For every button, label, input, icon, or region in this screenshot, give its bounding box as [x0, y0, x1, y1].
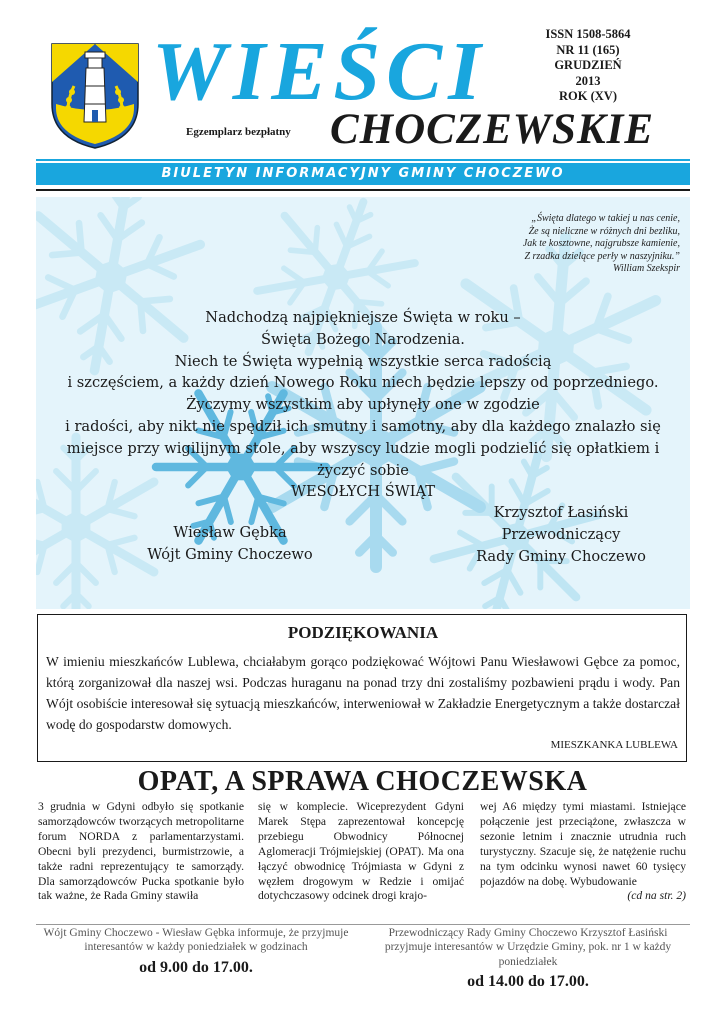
greeting-line: i radości, aby nikt nie spędził ich smutny i samotny, aby dla każdego znalazło się [65, 417, 661, 435]
greeting-line: miejsce przy wigilijnym stole, aby wszyscy ludzie mogli podzielić się opłatkiem i [66, 439, 660, 457]
newspaper-subtitle: CHOCZEWSKIE [330, 106, 655, 153]
christmas-greeting-panel [36, 197, 690, 609]
signer-role: Wójt Gminy Choczewo [147, 546, 313, 563]
greeting-line: Niech te Święta wypełnią wszystkie serca radością [174, 352, 552, 370]
bulletin-banner: BIULETYN INFORMACYJNY GMINY CHOCZEWO [36, 163, 690, 185]
divider [36, 159, 690, 161]
lighthouse-crest-icon [50, 42, 140, 150]
office-hours-time: od 9.00 do 17.00. [139, 958, 253, 976]
greeting-line: Nadchodzą najpiękniejsze Święta w roku – [205, 309, 521, 326]
thanks-body: W imieniu mieszkańców Lublewa, chciałabym gorąco podziękować Wójtowi Panu Wiesławowi Gębce za pomoc, którą zorganizował dla naszej wsi. Podczas huraganu na ponad trzy dni zostaliśmy pozbawieni prądu i wody. Pan Wójt osobiście interesował się sytuacją mieszkańców, interweniował w Zakładzie Energetycznym a także dostarczał wodę do gospodarstw domowych. [46, 654, 680, 732]
divider [36, 924, 690, 925]
issue-volume: ROK (XV) [559, 89, 617, 103]
quote-line: „Święta dlatego w takiej u nas cenie, [531, 213, 680, 224]
greeting-line: życzyć sobie [317, 461, 409, 479]
free-copy-label: Egzemplarz bezpłatny [186, 126, 291, 138]
thanks-box [37, 614, 687, 762]
article-column: 3 grudnia w Gdyni odbyło się spotkanie samorządowców tworzących metropolitarne forum NORDA z parlamentarzystami. Obecni byli prezydenci, burmistrzowie, a także radni reprezentujący te samorządy. Dla samorządowców Pucka spotkanie było tak ważne, że Rada Gminy stawiła [38, 800, 244, 903]
article-title: OPAT, A SPRAWA CHOCZEWSKA [137, 766, 588, 797]
greeting-line: Życzymy wszystkim aby upłynęły one w zgodzie [186, 396, 540, 414]
article-column [480, 800, 686, 904]
quote-line: Że są nieliczne w różnych dni bezliku, [528, 225, 680, 237]
continued-link[interactable]: (cd na str. 2) [627, 889, 686, 903]
shakespeare-quote [380, 213, 680, 276]
article-column: się w komplecie. Wiceprezydent Gdyni Marek Stępa zaprezentował koncepcję przebiegu Obwodnicy Północnej Aglomeracji Trójmiejskiej (OPAT). Ma ona łączyć obwodnicę Trójmiasta w Gdyni z węzłem drogowym w Redzie i omijać dotychczasowy odcinek drogi krajo- [258, 800, 464, 903]
council-chair-office-hours [368, 926, 688, 995]
greeting-line: WESOŁYCH ŚWIĄT [290, 483, 436, 501]
mayor-office-hours [36, 926, 356, 981]
quote-line: Jak te kosztowne, najgrubsze kamienie, [522, 238, 680, 250]
office-hours-time: od 14.00 do 17.00. [467, 973, 589, 991]
office-hours-text: Przewodniczący Rady Gminy Choczewo Krzysztof Łasiński przyjmuje interesantów w Urzędzie Gminy, pok. nr 1 w każdy poniedziałek [384, 927, 672, 968]
thanks-title: PODZIĘKOWANIA [287, 623, 439, 642]
thanks-signature: MIESZKANKA LUBLEWA [550, 739, 678, 751]
issue-info [530, 27, 646, 105]
greeting-line: i szczęściem, a każdy dzień Nowego Roku niech będzie lepszy od poprzedniego. [67, 374, 659, 392]
newspaper-title: WIEŚCI [152, 25, 487, 118]
signature-mayor [100, 522, 360, 566]
issue-month: GRUDZIEŃ [554, 58, 622, 72]
issue-number: NR 11 (165) [556, 42, 620, 57]
article-column-text: wej A6 między tymi miastami. Istniejące połączenie jest przeciążone, zwłaszcza w sezonie letnim i znacznie utrudnia ruch turystyczny. Szacuje się, że natężenie ruchu na tym odcinku wynosi nawet 60 tysięcy pojazdów na dobę. Wybudowanie [480, 800, 686, 888]
quote-line: Z rzadka dzielące perły w naszyjniku.” [524, 250, 680, 262]
signer-body: Rady Gminy Choczewo [476, 548, 646, 565]
signature-council-chair [431, 502, 690, 568]
signer-name: Wiesław Gębka [173, 524, 287, 541]
issue-year: 2013 [575, 73, 601, 88]
quote-author: William Szekspir [613, 263, 680, 275]
divider [36, 189, 690, 191]
signer-name: Krzysztof Łasiński [493, 504, 629, 521]
office-hours-text: Wójt Gminy Choczewo - Wiesław Gębka informuje, że przyjmuje interesantów w każdy poniedziałek w godzinach [43, 927, 349, 954]
greeting-text [36, 307, 690, 503]
greeting-line: Święta Bożego Narodzenia. [261, 330, 465, 348]
signer-role: Przewodniczący [501, 526, 621, 543]
issn: ISSN 1508-5864 [545, 27, 631, 41]
